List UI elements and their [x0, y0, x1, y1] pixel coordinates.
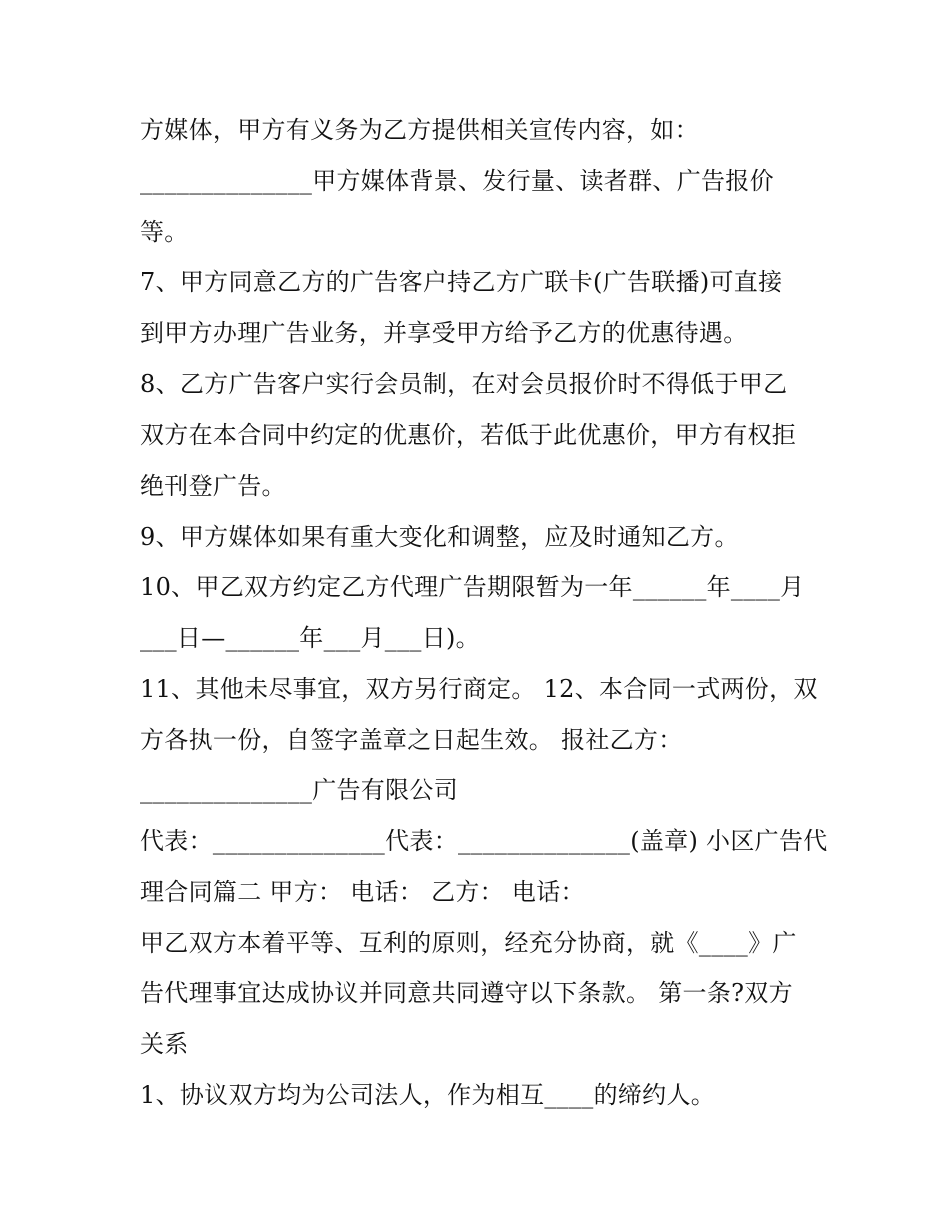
text-line: 代表：______________代表：______________(盖章) 小区广告代 [140, 827, 828, 855]
text-line: ______________甲方媒体背景、发行量、读者群、广告报价 [140, 167, 774, 195]
text-line: 关系 [140, 1030, 189, 1058]
text-line: 7、甲方同意乙方的广告客户持乙方广联卡(广告联播)可直接 [140, 268, 783, 296]
text-line: 方各执一份，自签字盖章之日起生效。 报社乙方： [140, 726, 683, 754]
text-line: 9、甲方媒体如果有重大变化和调整，应及时通知乙方。 [140, 523, 739, 551]
text-line: ______________广告有限公司 [140, 776, 458, 804]
text-line: 1、协议双方均为公司法人，作为相互____的缔约人。 [140, 1081, 716, 1109]
text-line: 理合同篇二 甲方： 电话： 乙方： 电话： [140, 878, 585, 906]
text-line: 8、乙方广告客户实行会员制，在对会员报价时不得低于甲乙 [140, 370, 788, 398]
text-line: 到甲方办理广告业务，并享受甲方给予乙方的优惠待遇。 [140, 319, 748, 347]
text-line: 绝刊登广告。 [140, 472, 286, 500]
text-line: 告代理事宜达成协议并同意共同遵守以下条款。 第一条?双方 [140, 979, 793, 1007]
text-line: 方媒体，甲方有义务为乙方提供相关宣传内容，如： [140, 116, 699, 144]
text-line: 甲乙双方本着平等、互利的原则，经充分协商，就《____》广 [140, 929, 797, 957]
text-line: 10、甲乙双方约定乙方代理广告期限暂为一年______年____月 [140, 573, 805, 601]
text-line: 等。 [140, 218, 189, 246]
text-line: 双方在本合同中约定的优惠价，若低于此优惠价，甲方有权拒 [140, 421, 797, 449]
text-line: ___日—______年___月___日)。 [140, 624, 480, 652]
text-line: 11、其他未尽事宜，双方另行商定。 12、本合同一式两份，双 [140, 675, 818, 703]
